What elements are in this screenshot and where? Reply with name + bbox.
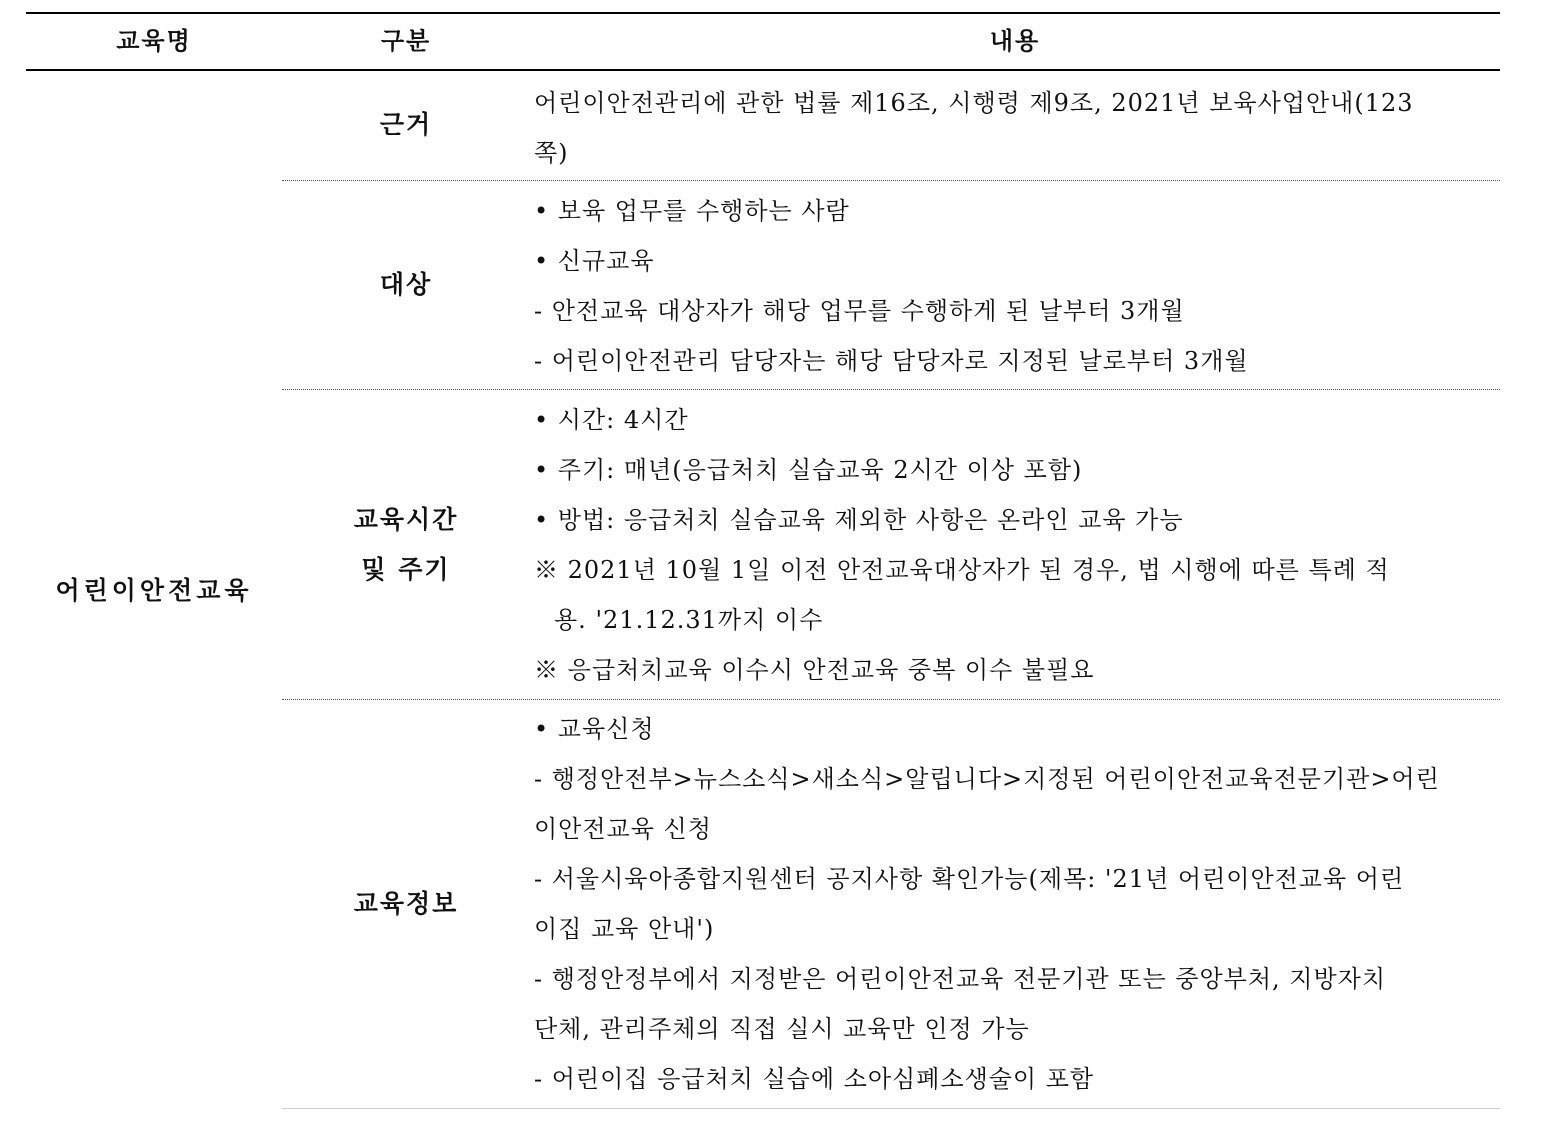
table-bottom-rule bbox=[282, 1108, 1500, 1109]
education-table bbox=[26, 12, 1500, 1112]
content-info bbox=[534, 704, 1500, 1104]
content-line: 이안전교육 신청 bbox=[534, 815, 712, 843]
content-line: - 서울시육아종합지원센터 공지사항 확인가능(제목: '21년 어린이안전교육 어린 bbox=[534, 865, 1405, 893]
content-line: ※ 2021년 10월 1일 이전 안전교육대상자가 된 경우, 법 시행에 따른 특례 적 bbox=[534, 556, 1390, 584]
content-time-cycle bbox=[534, 395, 1500, 695]
content-line: • 신규교육 bbox=[534, 247, 655, 275]
content-line: 용. '21.12.31까지 이수 bbox=[554, 606, 824, 634]
category-label: 근거 bbox=[379, 110, 433, 139]
category-label: 및 주기 bbox=[361, 554, 451, 584]
header-education-name: 교육명 bbox=[116, 26, 192, 55]
category-label: 교육정보 bbox=[353, 889, 459, 918]
category-basis bbox=[282, 70, 530, 180]
content-line: - 행정안전부>뉴스소식>새소식>알립니다>지정된 어린이안전교육전문기관>어린 bbox=[534, 765, 1440, 793]
category-label: 대상 bbox=[379, 270, 433, 299]
content-line: - 행정안정부에서 지정받은 어린이안전교육 전문기관 또는 중앙부처, 지방자치 bbox=[534, 965, 1387, 993]
content-target bbox=[534, 186, 1500, 386]
content-basis bbox=[534, 78, 1500, 178]
content-line: 어린이안전관리에 관한 법률 제16조, 시행령 제9조, 2021년 보육사업안내(123 bbox=[534, 89, 1414, 117]
content-line: • 보육 업무를 수행하는 사람 bbox=[534, 197, 850, 225]
category-info bbox=[282, 700, 530, 1108]
content-line: - 어린이안전관리 담당자는 해당 담당자로 지정된 날로부터 3개월 bbox=[534, 347, 1249, 375]
education-name-cell: 어린이안전교육 bbox=[55, 576, 253, 605]
header-content: 내용 bbox=[989, 26, 1041, 55]
content-line: - 안전교육 대상자가 해당 업무를 수행하게 된 날부터 3개월 bbox=[534, 297, 1185, 325]
content-line: 이집 교육 안내') bbox=[534, 915, 715, 943]
content-line: • 시간: 4시간 bbox=[534, 406, 689, 434]
category-label: 교육시간 bbox=[353, 504, 459, 534]
content-line: 단체, 관리주체의 직접 실시 교육만 인정 가능 bbox=[534, 1015, 1030, 1043]
content-line: • 주기: 매년(응급처치 실습교육 2시간 이상 포함) bbox=[534, 456, 1083, 484]
category-time-cycle bbox=[282, 390, 530, 699]
content-line: - 어린이집 응급처치 실습에 소아심폐소생술이 포함 bbox=[534, 1065, 1095, 1093]
content-line: • 방법: 응급처치 실습교육 제외한 사항은 온라인 교육 가능 bbox=[534, 506, 1184, 534]
content-line: • 교육신청 bbox=[534, 715, 655, 743]
category-target bbox=[282, 181, 530, 389]
content-line: ※ 응급처치교육 이수시 안전교육 중복 이수 불필요 bbox=[534, 656, 1095, 684]
content-line: 쪽) bbox=[534, 139, 569, 167]
header-category: 구분 bbox=[380, 26, 432, 55]
